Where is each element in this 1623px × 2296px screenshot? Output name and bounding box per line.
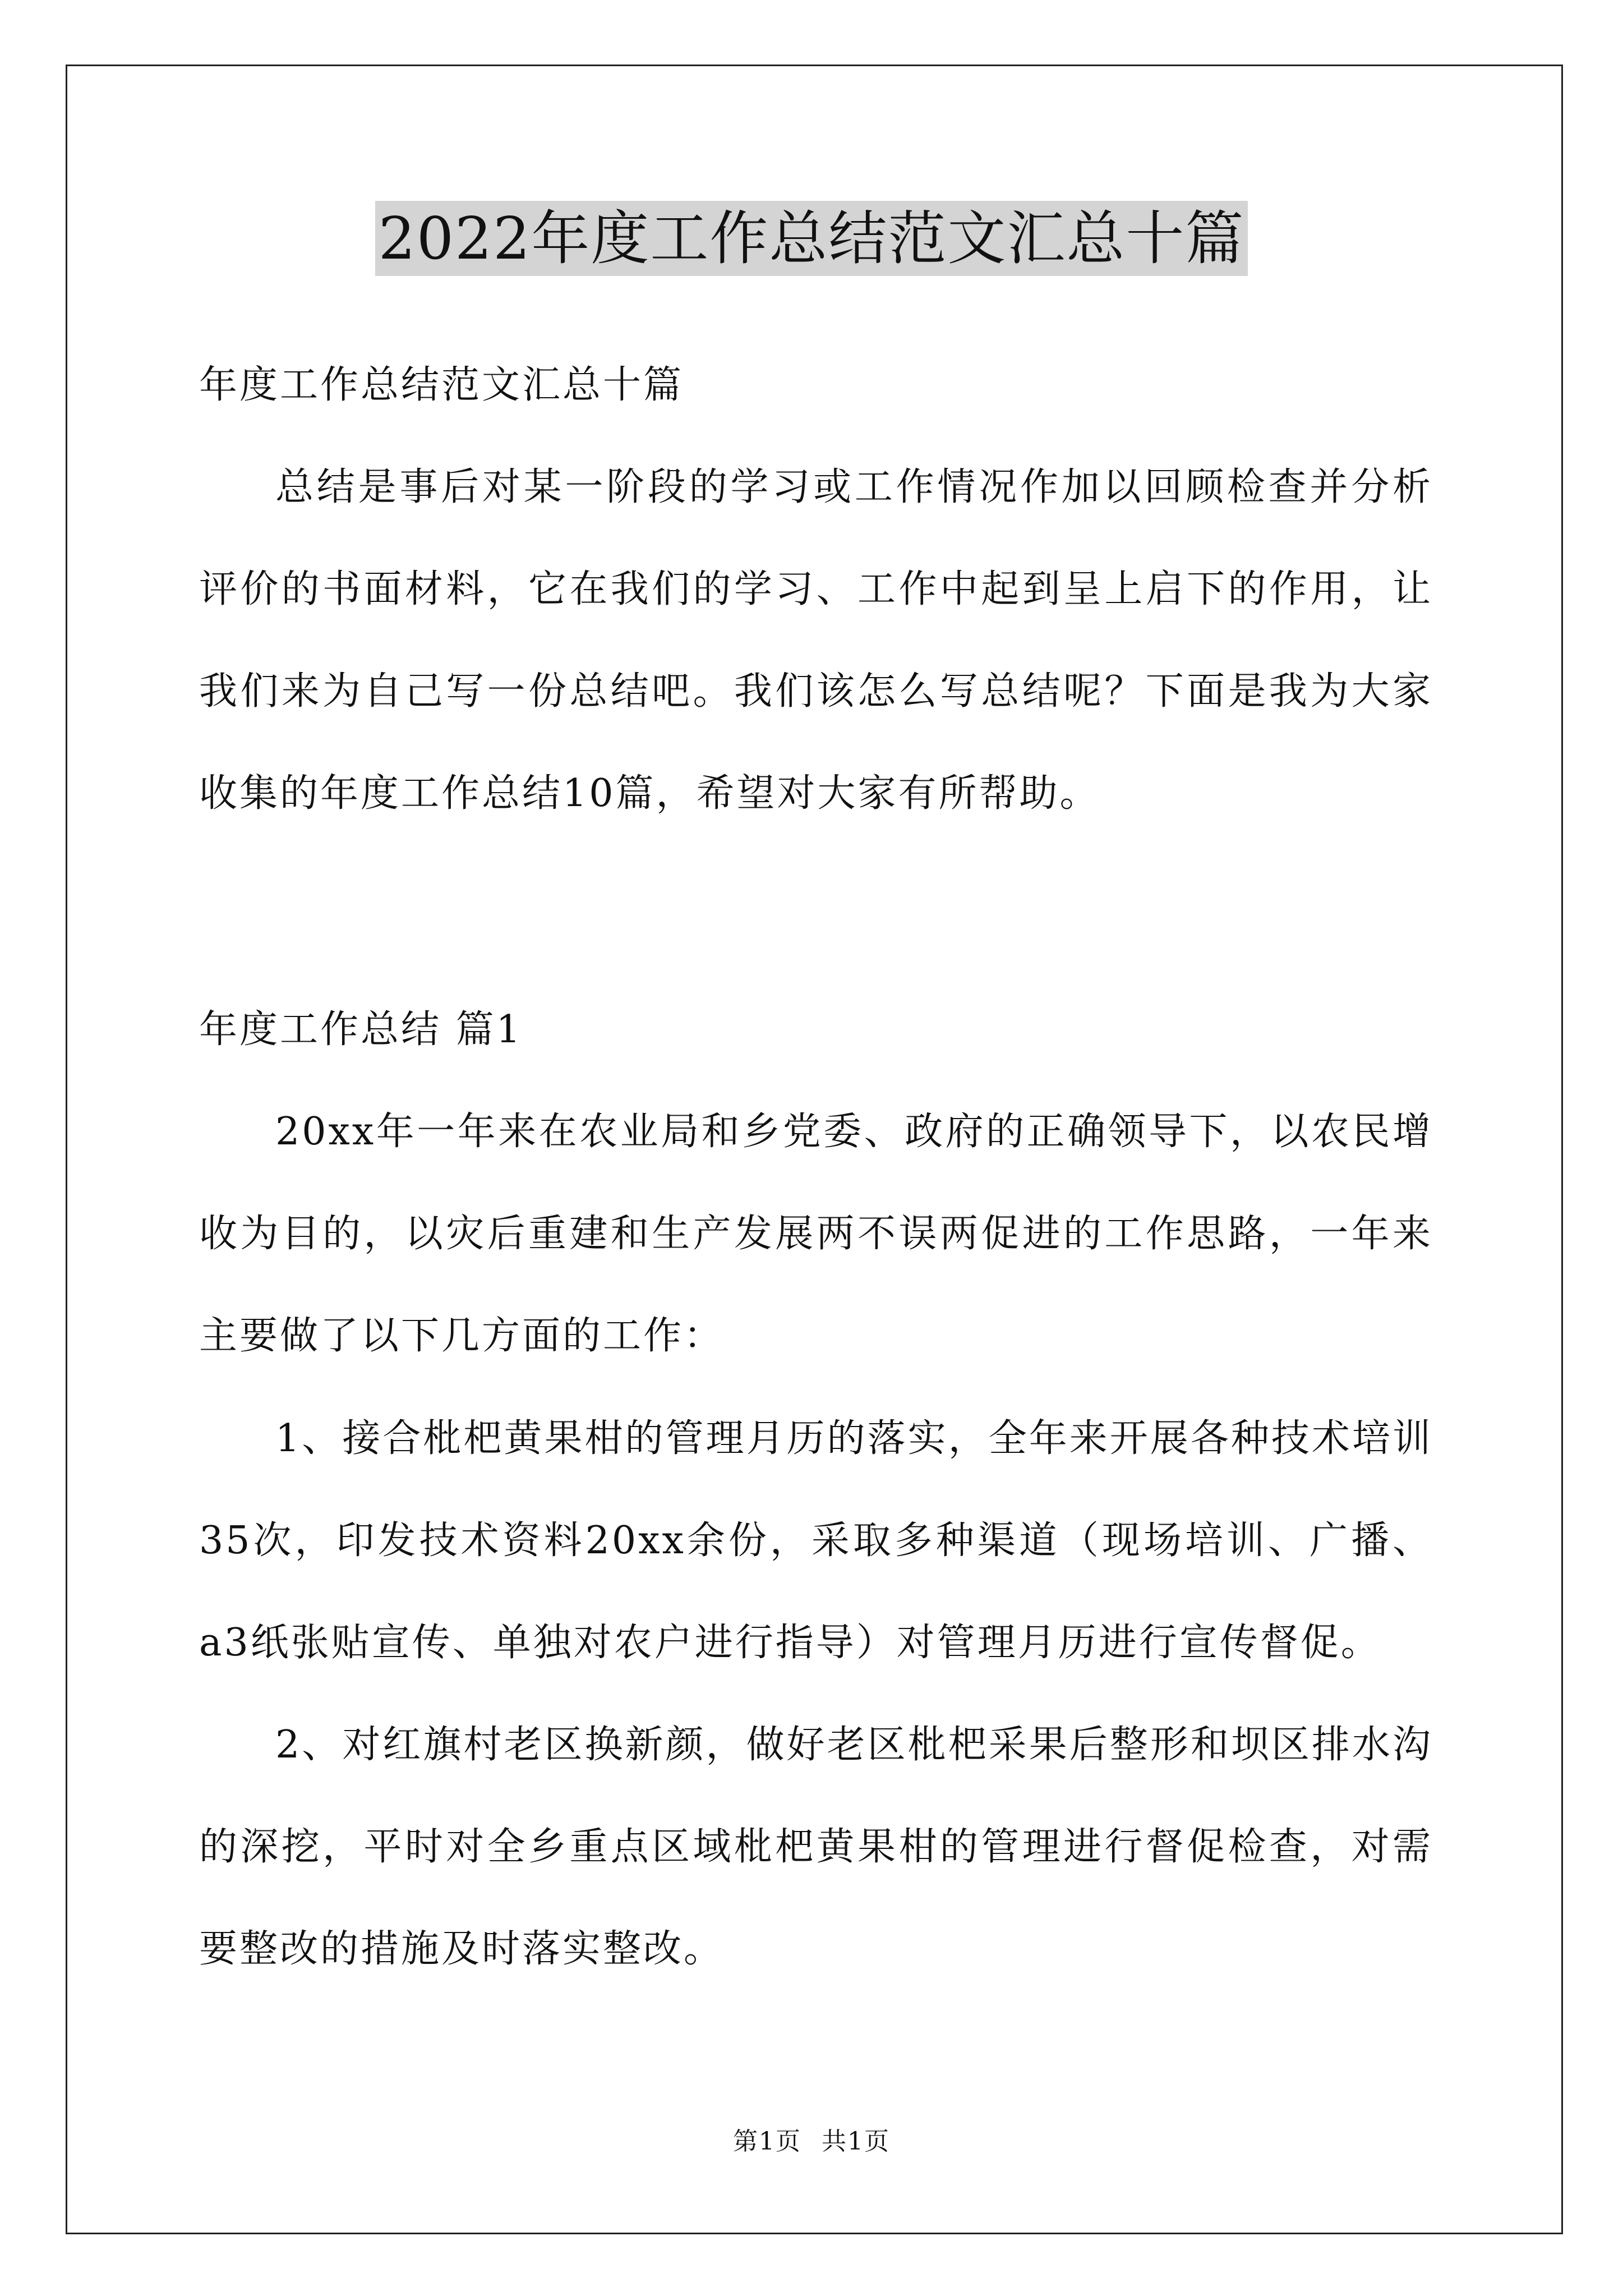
body-paragraph-2: 1、接合枇杷黄果柑的管理月历的落实，全年来开展各种技术培训35次，印发技术资料20xx余份，采取多种渠道（现场培训、广播、a3纸张贴宣传、单独对农户进行指导）对管理月历进行宣传督促。 xyxy=(199,1416,1433,1665)
page-total: 共1页 xyxy=(822,2127,890,2156)
document-title: 2022年度工作总结范文汇总十篇 xyxy=(375,201,1248,276)
page-footer xyxy=(0,2125,1623,2159)
body-paragraph-3: 2、对红旗村老区换新颜，做好老区枇杷采果后整形和坝区排水沟的深挖，平时对全乡重点区域枇杷黄果柑的管理进行督促检查，对需要整改的措施及时落实整改。 xyxy=(199,1723,1433,1971)
section-heading: 年度工作总结 篇1 xyxy=(199,1007,523,1052)
title-container xyxy=(0,201,1623,276)
document-subtitle: 年度工作总结范文汇总十篇 xyxy=(199,363,684,407)
body-paragraph-1: 20xx年一年来在农业局和乡党委、政府的正确领导下，以农民增收为目的，以灾后重建和生产发展两不误两促进的工作思路，一年来主要做了以下几方面的工作： xyxy=(199,1110,1433,1358)
page-number: 第1页 xyxy=(733,2127,801,2156)
intro-paragraph: 总结是事后对某一阶段的学习或工作情况作加以回顾检查并分析评价的书面材料，它在我们的学习、工作中起到呈上启下的作用，让我们来为自己写一份总结吧。我们该怎么写总结呢？下面是我为大家收集的年度工作总结10篇，希望对大家有所帮助。 xyxy=(199,465,1433,816)
